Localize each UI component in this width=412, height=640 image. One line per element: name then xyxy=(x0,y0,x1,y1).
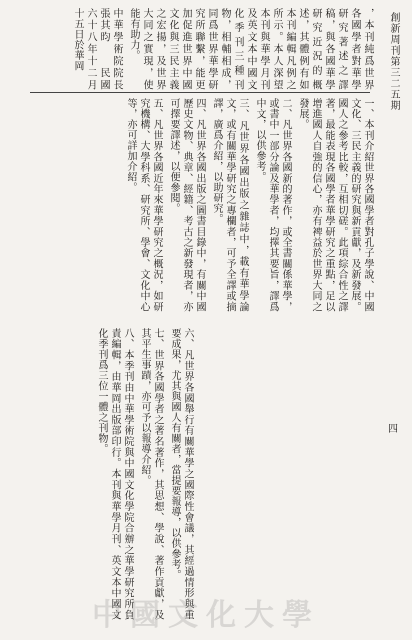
rule-item: 七、世界各國學者之著名著作，其思想、學說、著作貢獻，及其平生事蹟，亦可予以報導介紹。 xyxy=(139,328,163,620)
editorial-rules-left xyxy=(26,328,194,620)
library-watermark: 中國文化大學 xyxy=(92,598,320,633)
editorial-rules-right xyxy=(44,98,374,312)
rule-item: 五、凡世界各國近年來華學研究之概況，如研究機構、大學科系、研究所、學會、文化中心等，亦可詳加介紹。 xyxy=(125,98,162,312)
rule-item: 一、本刊介紹世界各國學者對孔子學說、中國文化、三民主義的研究與新貢獻，及新發展。國人之參考比較，互相切磋。此項綜合性之譯著，最能表現各國學者華學研究之重點，足以增進國人自強的信心，亦有裨益於世界大同之發展。 xyxy=(297,98,373,312)
page-number: 四 xyxy=(388,424,398,435)
foreword-signature: 中華學術院院長張其昀 民國六十八年十二月十五日於華岡 xyxy=(72,8,122,90)
rule-item: 二、凡世界各國新的著作，或全書關係華學，或書中一部分論及華學者，均擇其要旨，譯爲中文，以供參考。 xyxy=(254,98,291,312)
rule-item: 八、本季刊由中華學術院與中國文化學院合辦之華學研究所負責編輯，由華岡出版部印行。本刊與華學月刊、英文本中國文化季刊爲三位一體之刊物。 xyxy=(96,328,133,620)
section-divider xyxy=(30,92,370,93)
foreword-text xyxy=(54,8,374,90)
rule-item: 六、凡世界各國舉行有關華學之國際性會議，其經過情形與重要成果，尤其與國人有關者，當提要報導，以供參考。 xyxy=(169,328,193,620)
rule-item: 三、凡世界各國出版之雜誌中，載有華學論文，或有關華學研究之專欄者，可予全譯或摘譯，廣爲介紹，以助研究。 xyxy=(211,98,248,312)
rule-item: 四、凡世界各國出版之圖書目錄中，有關中國歷史文物、典章、經籍、考古之新發現者，亦可擇要譯述，以便參閱。 xyxy=(168,98,205,312)
foreword-paragraph: ，本刊純爲世界各國學者對華學研究著述之譯稿，與各國華學研究近況的概述，其體例有如本刊編輯凡例之所示。本人深望本刊與華學月刊及英文本中國文化季刊三種刊物，相輔相成，同爲世界華學研究所聯繫，能更加促進世界中國文化與三民主義之宏揚，及世界大同之實現，使能有助力。 xyxy=(128,8,373,90)
journal-header: 創新周刊第三二五期 xyxy=(388,12,399,111)
